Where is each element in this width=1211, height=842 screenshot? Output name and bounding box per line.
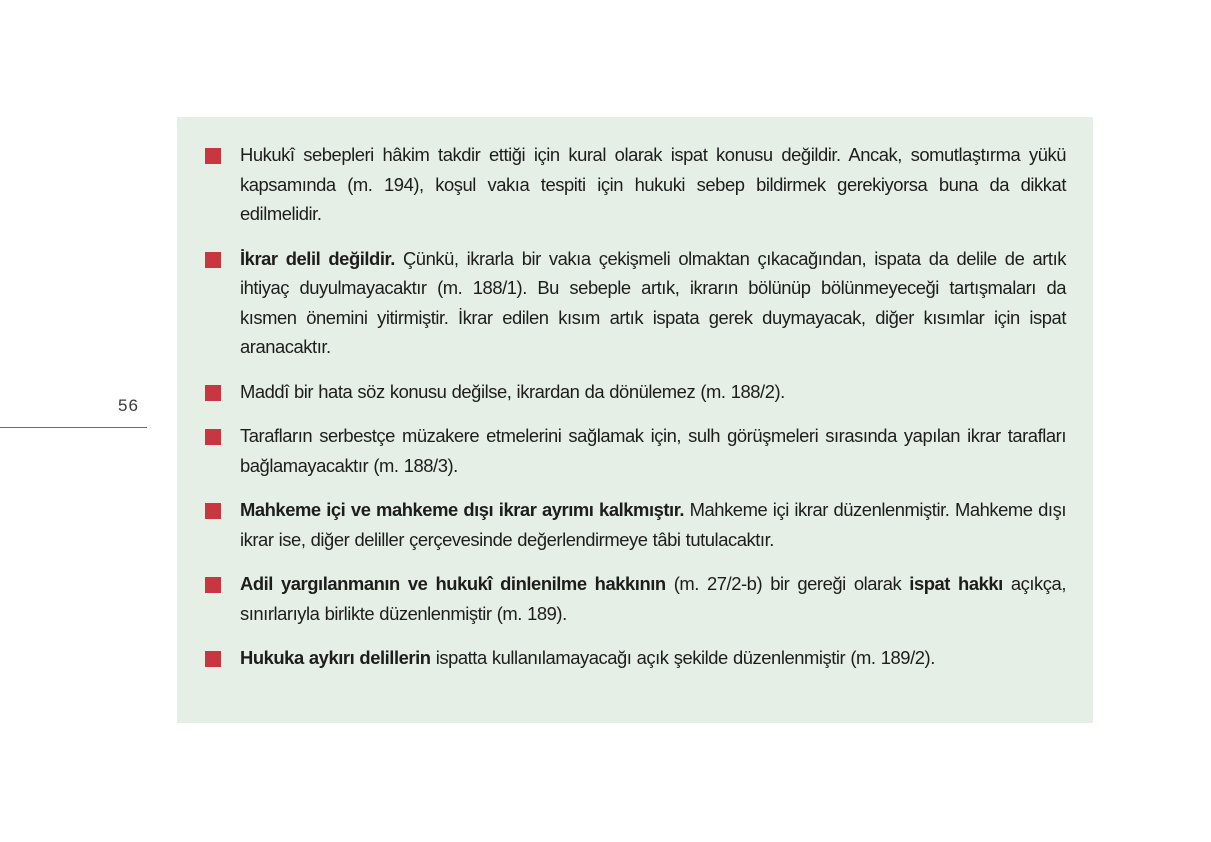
list-item-text — [240, 495, 1066, 554]
body-text: Tarafların serbestçe müzakere etmelerini sağlamak için, sulh görüşmeleri sırasında yapılan ikrar tarafları bağlamayacaktır (m. 188/3). — [240, 425, 1066, 476]
square-bullet-icon — [205, 429, 221, 445]
body-text: Mahkeme içi ikrar düzenlenmiştir. Mahkeme dışı ikrar ise, diğer deliller çerçevesinde değerlendirmeye tâbi tutulacaktır. — [240, 499, 1066, 550]
list-item-text — [240, 643, 1066, 673]
list-item — [205, 495, 1066, 554]
square-bullet-icon — [205, 148, 221, 164]
bullet-list — [205, 140, 1066, 688]
square-bullet-icon — [205, 252, 221, 268]
list-item-text — [240, 377, 1066, 407]
list-item-text — [240, 140, 1066, 229]
page-number-rule — [0, 427, 147, 428]
body-text: Çünkü, ikrarla bir vakıa çekişmeli olmaktan çıkacağından, ispata da delile de artık ihtiyaç duyulmayacaktır (m. 188/1). Bu sebeple artık, ikrarın bölünüp bölünmeyeceği tartışmaları da kısmen önemini yitirmiştir. İkrar edilen kısım artık ispata gerek duymayacak, diğer kısımlar için ispat aranacaktır. — [240, 247, 1066, 357]
emphasized-text: ispat hakkı — [909, 573, 1003, 594]
square-bullet-icon — [205, 577, 221, 593]
emphasized-text: Mahkeme içi ve mahkeme dışı ikrar ayrımı kalkmıştır. — [240, 499, 685, 520]
body-text: (m. 27/2-b) bir gereği olarak — [665, 573, 910, 594]
emphasized-text: Hukuka aykırı delillerin — [240, 647, 431, 668]
page-number: 56 — [118, 396, 139, 415]
body-text: Hukukî sebepleri hâkim takdir ettiği için kural olarak ispat konusu değildir. Ancak, somutlaştırma yükü kapsamında (m. 194), koşul vakıa tespiti için hukuki sebep bildirmek gerekiyorsa buna da dikkat edilmelidir. — [240, 144, 1066, 224]
list-item-text — [240, 421, 1066, 480]
list-item-text — [240, 244, 1066, 362]
body-text: ispatta kullanılamayacağı açık şekilde düzenlenmiştir (m. 189/2). — [430, 647, 935, 668]
list-item-text — [240, 569, 1066, 628]
list-item — [205, 569, 1066, 628]
body-text: açıkça, sınırlarıyla birlikte düzenlenmiştir (m. 189). — [240, 573, 1066, 624]
emphasized-text: İkrar delil değildir. — [240, 247, 395, 269]
list-item — [205, 140, 1066, 229]
list-item — [205, 421, 1066, 480]
emphasized-text: Adil yargılanmanın ve hukukî dinlenilme hakkının — [240, 573, 666, 594]
body-text: Maddî bir hata söz konusu değilse, ikrardan da dönülemez (m. 188/2). — [240, 380, 785, 402]
square-bullet-icon — [205, 385, 221, 401]
summary-box — [177, 117, 1093, 723]
square-bullet-icon — [205, 651, 221, 667]
list-item — [205, 377, 1066, 407]
list-item — [205, 643, 1066, 673]
square-bullet-icon — [205, 503, 221, 519]
list-item — [205, 244, 1066, 362]
